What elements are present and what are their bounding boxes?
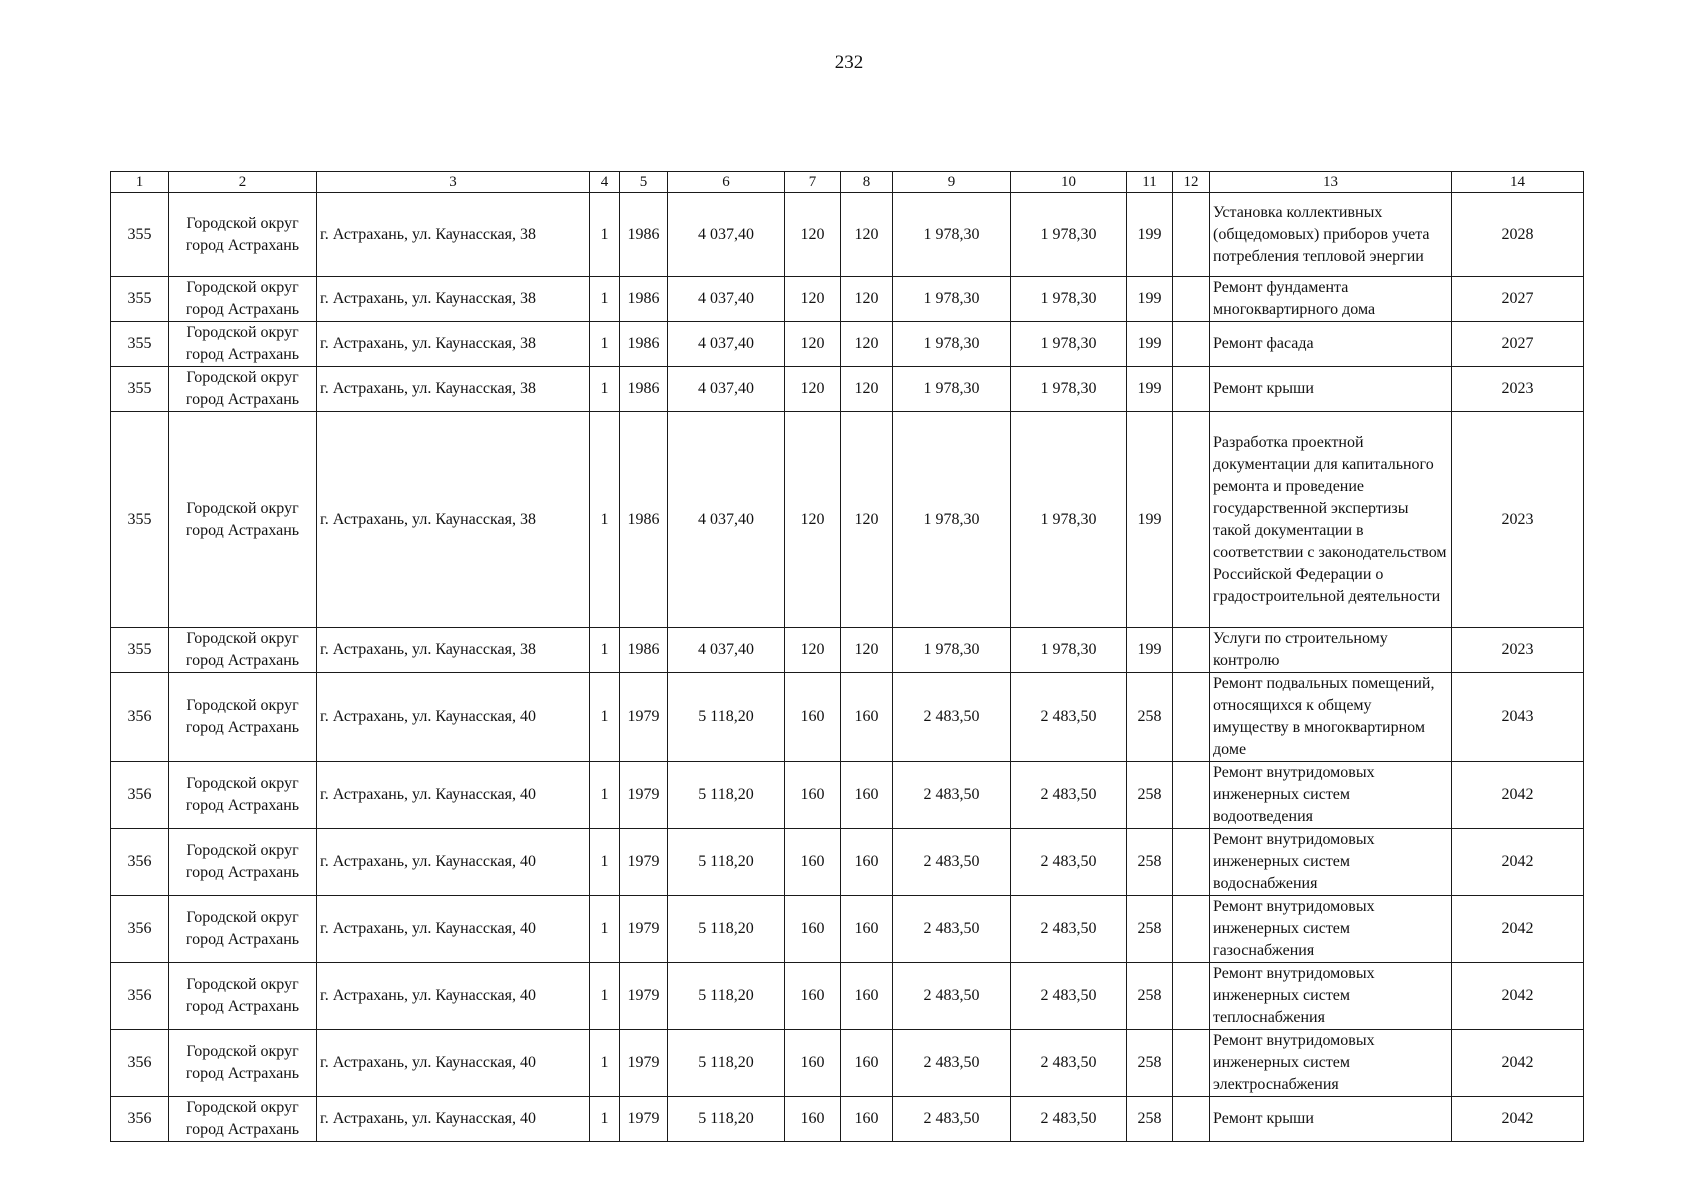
year-cell: 1986	[620, 322, 668, 367]
column-8-cell: 120	[841, 412, 893, 628]
column-11-cell: 199	[1127, 193, 1173, 277]
table-row	[111, 896, 1584, 963]
column-number: 3	[317, 172, 590, 193]
column-11-cell: 258	[1127, 829, 1173, 896]
column-9-cell: 1 978,30	[893, 322, 1011, 367]
column-number: 14	[1452, 172, 1584, 193]
year-cell: 1979	[620, 673, 668, 762]
row-number-cell: 355	[111, 628, 169, 673]
column-4-cell: 1	[590, 193, 620, 277]
column-8-cell: 160	[841, 673, 893, 762]
municipality-cell: Городской округ город Астрахань	[169, 1030, 317, 1097]
planned-year-cell: 2043	[1452, 673, 1584, 762]
column-9-cell: 2 483,50	[893, 673, 1011, 762]
address-cell: г. Астрахань, ул. Каунасская, 38	[317, 322, 590, 367]
column-6-cell: 4 037,40	[668, 367, 785, 412]
address-cell: г. Астрахань, ул. Каунасская, 38	[317, 277, 590, 322]
row-number-cell: 355	[111, 193, 169, 277]
municipality-cell: Городской округ город Астрахань	[169, 963, 317, 1030]
column-8-cell: 160	[841, 829, 893, 896]
column-11-cell: 258	[1127, 1030, 1173, 1097]
year-cell: 1979	[620, 963, 668, 1030]
planned-year-cell: 2042	[1452, 762, 1584, 829]
column-4-cell: 1	[590, 412, 620, 628]
page-number: 232	[834, 52, 864, 73]
column-4-cell: 1	[590, 762, 620, 829]
work-description-cell: Ремонт фундамента многоквартирного дома	[1210, 277, 1452, 322]
row-number-cell: 355	[111, 367, 169, 412]
row-number-cell: 355	[111, 277, 169, 322]
column-number: 11	[1127, 172, 1173, 193]
column-8-cell: 120	[841, 277, 893, 322]
planned-year-cell: 2023	[1452, 367, 1584, 412]
column-number: 12	[1173, 172, 1210, 193]
column-11-cell: 199	[1127, 322, 1173, 367]
column-10-cell: 2 483,50	[1011, 762, 1127, 829]
column-8-cell: 160	[841, 1097, 893, 1142]
year-cell: 1986	[620, 367, 668, 412]
table-row	[111, 628, 1584, 673]
column-8-cell: 120	[841, 367, 893, 412]
column-9-cell: 1 978,30	[893, 193, 1011, 277]
column-12-cell	[1173, 1030, 1210, 1097]
column-12-cell	[1173, 1097, 1210, 1142]
column-11-cell: 258	[1127, 673, 1173, 762]
year-cell: 1979	[620, 1097, 668, 1142]
column-number: 5	[620, 172, 668, 193]
municipality-cell: Городской округ город Астрахань	[169, 193, 317, 277]
column-6-cell: 5 118,20	[668, 896, 785, 963]
work-description-cell: Ремонт крыши	[1210, 367, 1452, 412]
table-row	[111, 193, 1584, 277]
address-cell: г. Астрахань, ул. Каунасская, 40	[317, 1030, 590, 1097]
municipality-cell: Городской округ город Астрахань	[169, 762, 317, 829]
column-12-cell	[1173, 829, 1210, 896]
column-12-cell	[1173, 896, 1210, 963]
municipality-cell: Городской округ город Астрахань	[169, 367, 317, 412]
column-11-cell: 258	[1127, 1097, 1173, 1142]
column-12-cell	[1173, 963, 1210, 1030]
table-row	[111, 412, 1584, 628]
column-number: 13	[1210, 172, 1452, 193]
table-row	[111, 673, 1584, 762]
column-11-cell: 199	[1127, 628, 1173, 673]
address-cell: г. Астрахань, ул. Каунасская, 40	[317, 963, 590, 1030]
column-number: 7	[785, 172, 841, 193]
column-number: 4	[590, 172, 620, 193]
column-7-cell: 160	[785, 829, 841, 896]
planned-year-cell: 2042	[1452, 1030, 1584, 1097]
municipality-cell: Городской округ город Астрахань	[169, 1097, 317, 1142]
address-cell: г. Астрахань, ул. Каунасская, 38	[317, 193, 590, 277]
year-cell: 1979	[620, 1030, 668, 1097]
row-number-cell: 356	[111, 1097, 169, 1142]
column-7-cell: 120	[785, 412, 841, 628]
work-description-cell: Ремонт внутридомовых инженерных систем электроснабжения	[1210, 1030, 1452, 1097]
column-6-cell: 5 118,20	[668, 762, 785, 829]
address-cell: г. Астрахань, ул. Каунасская, 38	[317, 412, 590, 628]
column-9-cell: 2 483,50	[893, 963, 1011, 1030]
work-description-cell: Услуги по строительному контролю	[1210, 628, 1452, 673]
column-10-cell: 2 483,50	[1011, 1030, 1127, 1097]
year-cell: 1986	[620, 628, 668, 673]
table-body	[111, 172, 1584, 1142]
column-6-cell: 5 118,20	[668, 1030, 785, 1097]
column-4-cell: 1	[590, 367, 620, 412]
column-12-cell	[1173, 367, 1210, 412]
column-10-cell: 1 978,30	[1011, 412, 1127, 628]
work-description-cell: Ремонт внутридомовых инженерных систем теплоснабжения	[1210, 963, 1452, 1030]
column-7-cell: 160	[785, 963, 841, 1030]
column-8-cell: 120	[841, 193, 893, 277]
table-row	[111, 1097, 1584, 1142]
column-11-cell: 258	[1127, 963, 1173, 1030]
planned-year-cell: 2023	[1452, 628, 1584, 673]
column-10-cell: 2 483,50	[1011, 829, 1127, 896]
year-cell: 1986	[620, 412, 668, 628]
address-cell: г. Астрахань, ул. Каунасская, 40	[317, 673, 590, 762]
address-cell: г. Астрахань, ул. Каунасская, 40	[317, 829, 590, 896]
table-row	[111, 762, 1584, 829]
work-description-cell: Ремонт внутридомовых инженерных систем водоснабжения	[1210, 829, 1452, 896]
row-number-cell: 356	[111, 762, 169, 829]
column-6-cell: 4 037,40	[668, 628, 785, 673]
address-cell: г. Астрахань, ул. Каунасская, 40	[317, 1097, 590, 1142]
column-8-cell: 160	[841, 963, 893, 1030]
municipality-cell: Городской округ город Астрахань	[169, 673, 317, 762]
column-11-cell: 199	[1127, 412, 1173, 628]
work-description-cell: Ремонт подвальных помещений, относящихся к общему имуществу в многоквартирном доме	[1210, 673, 1452, 762]
planned-year-cell: 2027	[1452, 322, 1584, 367]
column-9-cell: 1 978,30	[893, 628, 1011, 673]
row-number-cell: 355	[111, 322, 169, 367]
municipality-cell: Городской округ город Астрахань	[169, 896, 317, 963]
column-7-cell: 120	[785, 367, 841, 412]
column-8-cell: 120	[841, 628, 893, 673]
planned-year-cell: 2027	[1452, 277, 1584, 322]
column-7-cell: 120	[785, 628, 841, 673]
column-4-cell: 1	[590, 673, 620, 762]
column-11-cell: 258	[1127, 762, 1173, 829]
table-row	[111, 367, 1584, 412]
year-cell: 1979	[620, 762, 668, 829]
work-description-cell: Ремонт фасада	[1210, 322, 1452, 367]
planned-year-cell: 2028	[1452, 193, 1584, 277]
column-number: 6	[668, 172, 785, 193]
planned-year-cell: 2042	[1452, 896, 1584, 963]
column-number-row	[111, 172, 1584, 193]
table-row	[111, 322, 1584, 367]
column-11-cell: 199	[1127, 277, 1173, 322]
table-row	[111, 963, 1584, 1030]
address-cell: г. Астрахань, ул. Каунасская, 38	[317, 367, 590, 412]
column-4-cell: 1	[590, 1097, 620, 1142]
column-6-cell: 5 118,20	[668, 673, 785, 762]
column-4-cell: 1	[590, 1030, 620, 1097]
column-12-cell	[1173, 193, 1210, 277]
column-9-cell: 2 483,50	[893, 762, 1011, 829]
column-11-cell: 258	[1127, 896, 1173, 963]
column-7-cell: 160	[785, 762, 841, 829]
column-6-cell: 4 037,40	[668, 412, 785, 628]
column-8-cell: 120	[841, 322, 893, 367]
column-10-cell: 2 483,50	[1011, 1097, 1127, 1142]
column-7-cell: 120	[785, 322, 841, 367]
column-6-cell: 4 037,40	[668, 322, 785, 367]
column-9-cell: 2 483,50	[893, 1030, 1011, 1097]
column-6-cell: 5 118,20	[668, 829, 785, 896]
work-description-cell: Ремонт внутридомовых инженерных систем водоотведения	[1210, 762, 1452, 829]
column-12-cell	[1173, 628, 1210, 673]
column-number: 1	[111, 172, 169, 193]
capital-repair-table	[110, 171, 1584, 1142]
column-9-cell: 1 978,30	[893, 367, 1011, 412]
row-number-cell: 356	[111, 673, 169, 762]
planned-year-cell: 2042	[1452, 829, 1584, 896]
municipality-cell: Городской округ город Астрахань	[169, 277, 317, 322]
column-12-cell	[1173, 277, 1210, 322]
column-4-cell: 1	[590, 277, 620, 322]
column-4-cell: 1	[590, 628, 620, 673]
work-description-cell: Разработка проектной документации для капитального ремонта и проведение государственной экспертизы такой документации в соответствии с законодательством Российской Федерации о градостроительной деятельности	[1210, 412, 1452, 628]
municipality-cell: Городской округ город Астрахань	[169, 412, 317, 628]
column-7-cell: 120	[785, 193, 841, 277]
column-7-cell: 160	[785, 1030, 841, 1097]
column-4-cell: 1	[590, 896, 620, 963]
column-9-cell: 2 483,50	[893, 829, 1011, 896]
column-10-cell: 2 483,50	[1011, 673, 1127, 762]
column-number: 10	[1011, 172, 1127, 193]
row-number-cell: 356	[111, 896, 169, 963]
column-6-cell: 5 118,20	[668, 963, 785, 1030]
column-9-cell: 2 483,50	[893, 1097, 1011, 1142]
column-10-cell: 2 483,50	[1011, 896, 1127, 963]
column-number: 8	[841, 172, 893, 193]
address-cell: г. Астрахань, ул. Каунасская, 40	[317, 762, 590, 829]
column-7-cell: 160	[785, 1097, 841, 1142]
address-cell: г. Астрахань, ул. Каунасская, 40	[317, 896, 590, 963]
column-10-cell: 1 978,30	[1011, 367, 1127, 412]
column-9-cell: 1 978,30	[893, 277, 1011, 322]
column-12-cell	[1173, 673, 1210, 762]
column-9-cell: 1 978,30	[893, 412, 1011, 628]
planned-year-cell: 2042	[1452, 1097, 1584, 1142]
work-description-cell: Ремонт крыши	[1210, 1097, 1452, 1142]
column-9-cell: 2 483,50	[893, 896, 1011, 963]
planned-year-cell: 2042	[1452, 963, 1584, 1030]
address-cell: г. Астрахань, ул. Каунасская, 38	[317, 628, 590, 673]
row-number-cell: 356	[111, 963, 169, 1030]
column-4-cell: 1	[590, 829, 620, 896]
year-cell: 1979	[620, 896, 668, 963]
column-12-cell	[1173, 762, 1210, 829]
column-4-cell: 1	[590, 322, 620, 367]
column-8-cell: 160	[841, 896, 893, 963]
column-4-cell: 1	[590, 963, 620, 1030]
table-row	[111, 1030, 1584, 1097]
planned-year-cell: 2023	[1452, 412, 1584, 628]
work-description-cell: Ремонт внутридомовых инженерных систем газоснабжения	[1210, 896, 1452, 963]
column-7-cell: 160	[785, 673, 841, 762]
column-6-cell: 4 037,40	[668, 193, 785, 277]
column-number: 2	[169, 172, 317, 193]
column-number: 9	[893, 172, 1011, 193]
row-number-cell: 356	[111, 1030, 169, 1097]
column-7-cell: 120	[785, 277, 841, 322]
column-7-cell: 160	[785, 896, 841, 963]
column-10-cell: 2 483,50	[1011, 963, 1127, 1030]
table-row	[111, 829, 1584, 896]
column-11-cell: 199	[1127, 367, 1173, 412]
column-6-cell: 5 118,20	[668, 1097, 785, 1142]
row-number-cell: 355	[111, 412, 169, 628]
column-8-cell: 160	[841, 762, 893, 829]
year-cell: 1986	[620, 277, 668, 322]
column-10-cell: 1 978,30	[1011, 322, 1127, 367]
year-cell: 1979	[620, 829, 668, 896]
column-12-cell	[1173, 412, 1210, 628]
column-10-cell: 1 978,30	[1011, 277, 1127, 322]
column-6-cell: 4 037,40	[668, 277, 785, 322]
work-description-cell: Установка коллективных (общедомовых) приборов учета потребления тепловой энергии	[1210, 193, 1452, 277]
municipality-cell: Городской округ город Астрахань	[169, 829, 317, 896]
column-10-cell: 1 978,30	[1011, 193, 1127, 277]
row-number-cell: 356	[111, 829, 169, 896]
column-10-cell: 1 978,30	[1011, 628, 1127, 673]
column-12-cell	[1173, 322, 1210, 367]
municipality-cell: Городской округ город Астрахань	[169, 628, 317, 673]
municipality-cell: Городской округ город Астрахань	[169, 322, 317, 367]
year-cell: 1986	[620, 193, 668, 277]
column-8-cell: 160	[841, 1030, 893, 1097]
table-row	[111, 277, 1584, 322]
